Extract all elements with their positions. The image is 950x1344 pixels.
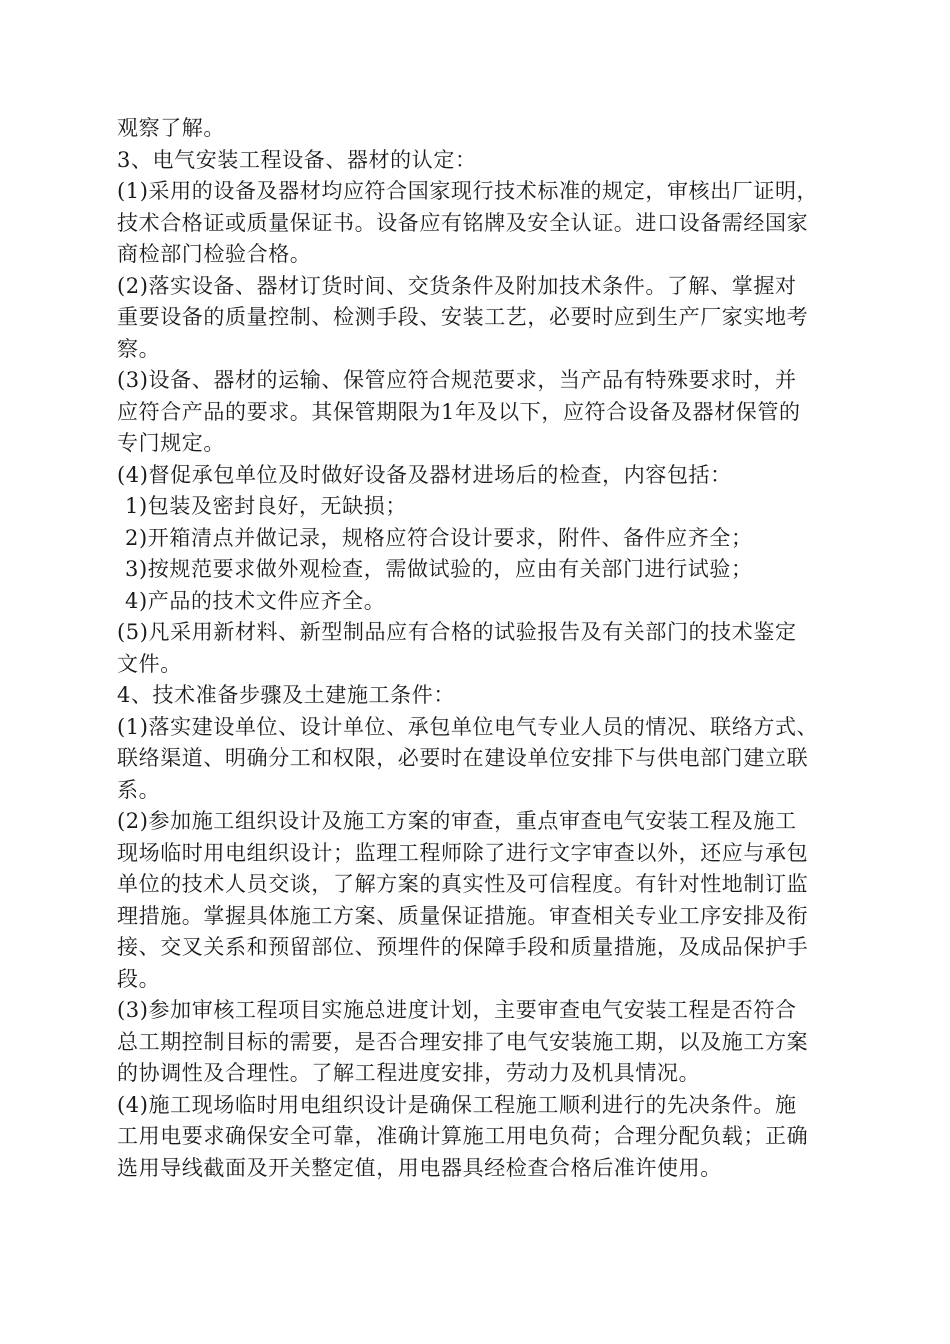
list-item: 3)按规范要求做外观检查，需做试验的，应由有关部门进行试验； [125,557,753,581]
text-line: 重要设备的质量控制、检测手段、安装工艺，必要时应到生产厂家实地考 [117,305,809,329]
text-line: 理措施。掌握具体施工方案、质量保证措施。审查相关专业工序安排及衔 [117,903,809,928]
text-line: (4)督促承包单位及时做好设备及器材进场后的检查，内容包括： [117,462,732,487]
list-item: 2)开箱清点并做记录，规格应符合设计要求，附件、备件应齐全； [125,525,753,550]
text-line: (1)落实建设单位、设计单位、承包单位电气专业人员的情况、联络方式、 [117,714,819,739]
text-line: 文件。 [117,651,182,676]
list-item: 4)产品的技术文件应齐全。 [125,588,386,613]
text-line: (3)设备、器材的运输、保管应符合规范要求，当产品有特殊要求时，并 [117,368,797,392]
text-line: (3)参加审核工程项目实施总进度计划，主要审查电气安装工程是否符合 [117,998,797,1022]
text-line: (2)落实设备、器材订货时间、交货条件及附加技术条件。了解、掌握对 [117,273,797,298]
text-line: 观察了解。 [117,116,225,140]
text-line: 总工期控制目标的需要，是否合理安排了电气安装施工期，以及施工方案 [117,1029,809,1054]
text-line: 工用电要求确保安全可靠，准确计算施工用电负荷；合理分配负载；正确 [117,1124,809,1148]
text-line: (1)采用的设备及器材均应符合国家现行技术标准的规定，审核出厂证明， [117,179,819,203]
text-line: 接、交叉关系和预留部位、预埋件的保障手段和质量措施，及成品保护手 [117,935,809,959]
section-heading: 4、技术准备步骤及土建施工条件： [117,683,455,707]
text-line: 系。 [117,777,161,802]
text-line: 商检部门检验合格。 [117,242,312,266]
text-line: 察。 [117,336,161,361]
text-line: (4)施工现场临时用电组织设计是确保工程施工顺利进行的先决条件。施 [117,1092,797,1117]
text-line: 联络渠道、明确分工和权限，必要时在建设单位安排下与供电部门建立联 [117,746,809,770]
text-line: 应符合产品的要求。其保管期限为1年及以下，应符合设备及器材保管的 [117,399,801,424]
text-line: 专门规定。 [117,431,225,455]
text-line: 段。 [117,966,161,991]
document-body [117,113,847,1184]
text-line: 单位的技术人员交谈，了解方案的真实性及可信程度。有针对性地制订监 [117,872,809,896]
text-line: 的协调性及合理性。了解工程进度安排，劳动力及机具情况。 [117,1061,701,1085]
text-line: 现场临时用电组织设计；监理工程师除了进行文字审查以外，还应与承包 [117,840,809,865]
list-item: 1)包装及密封良好，无缺损； [125,494,407,518]
text-line: 技术合格证或质量保证书。设备应有铭牌及安全认证。进口设备需经国家 [117,210,809,235]
text-line: 选用导线截面及开关整定值，用电器具经检查合格后准许使用。 [117,1155,722,1180]
text-line: (5)凡采用新材料、新型制品应有合格的试验报告及有关部门的技术鉴定 [117,620,797,644]
text-line: (2)参加施工组织设计及施工方案的审查，重点审查电气安装工程及施工 [117,809,797,833]
section-heading: 3、电气安装工程设备、器材的认定： [117,147,477,172]
